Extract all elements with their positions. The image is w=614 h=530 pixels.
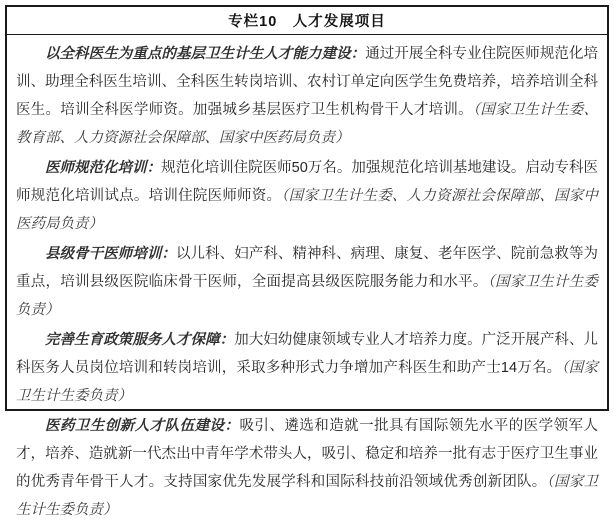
paragraph-lead: 医师规范化培训： [45, 160, 162, 176]
feature-box [5, 5, 609, 518]
page-title: 专栏10 人才发展项目 [228, 14, 386, 30]
paragraph [16, 326, 598, 410]
paragraph-body: 通过开展全科专业住院医师规范化培训、助理全科医生培训、全科医生转岗培训、农村订单定向医学生免费培养，培养培训全科医生。培训全科医学师资。加强城乡基层医疗卫生机构骨干人才培训。 [16, 46, 598, 118]
paragraph-lead: 以全科医生为重点的基层卫生计生人才能力建设： [45, 46, 366, 62]
paragraph-lead: 完善生育政策服务人才保障： [45, 332, 235, 348]
paragraph-attribution: （国家卫生计生委负责） [16, 360, 598, 404]
paragraph-body: 吸引、遴选和造就一批具有国际领先水平的医学领军人才，培养、造就新一代杰出中青年学术带头人，吸引、稳定和培养一批有志于医疗卫生事业的优秀青年骨干人才。支持国家优先发展学科和国际科技前沿领域优秀创新团队。 [16, 418, 599, 490]
paragraph [16, 240, 598, 324]
paragraph [16, 40, 598, 152]
paragraph-attribution: （国家卫生计生委、教育部、人力资源社会保障部、国家中医药局负责） [16, 102, 599, 146]
paragraph-body: 规范化培训住院医师50万名。加强规范化培训基地建设。启动专科医师规范化培训试点。培训住院医师师资。 [16, 160, 598, 204]
paragraph-body: 以儿科、妇产科、精神科、病理、康复、老年医学、院前急救等为重点，培训县级医院临床骨干医师，全面提高县级医院服务能力和水平。 [16, 246, 599, 290]
title-bar [7, 7, 607, 35]
paragraph-attribution: （国家卫生计生委、人力资源社会保障部、国家中医药局负责） [16, 188, 599, 232]
paragraph-lead: 医药卫生创新人才队伍建设： [45, 418, 240, 434]
paragraph-attribution: （国家卫生计生委负责） [16, 474, 599, 518]
paragraph-body: 加大妇幼健康领域专业人才培养力度。广泛开展产科、儿科医务人员岗位培训和转岗培训，采取多种形式力争增加产科医生和助产士14万名。 [16, 332, 598, 376]
paragraph-lead: 县级骨干医师培训： [45, 246, 176, 262]
paragraph [16, 154, 598, 238]
panel-content [7, 35, 607, 530]
paragraph [16, 412, 598, 524]
paragraph-attribution: （国家卫生计生委负责） [16, 274, 599, 318]
